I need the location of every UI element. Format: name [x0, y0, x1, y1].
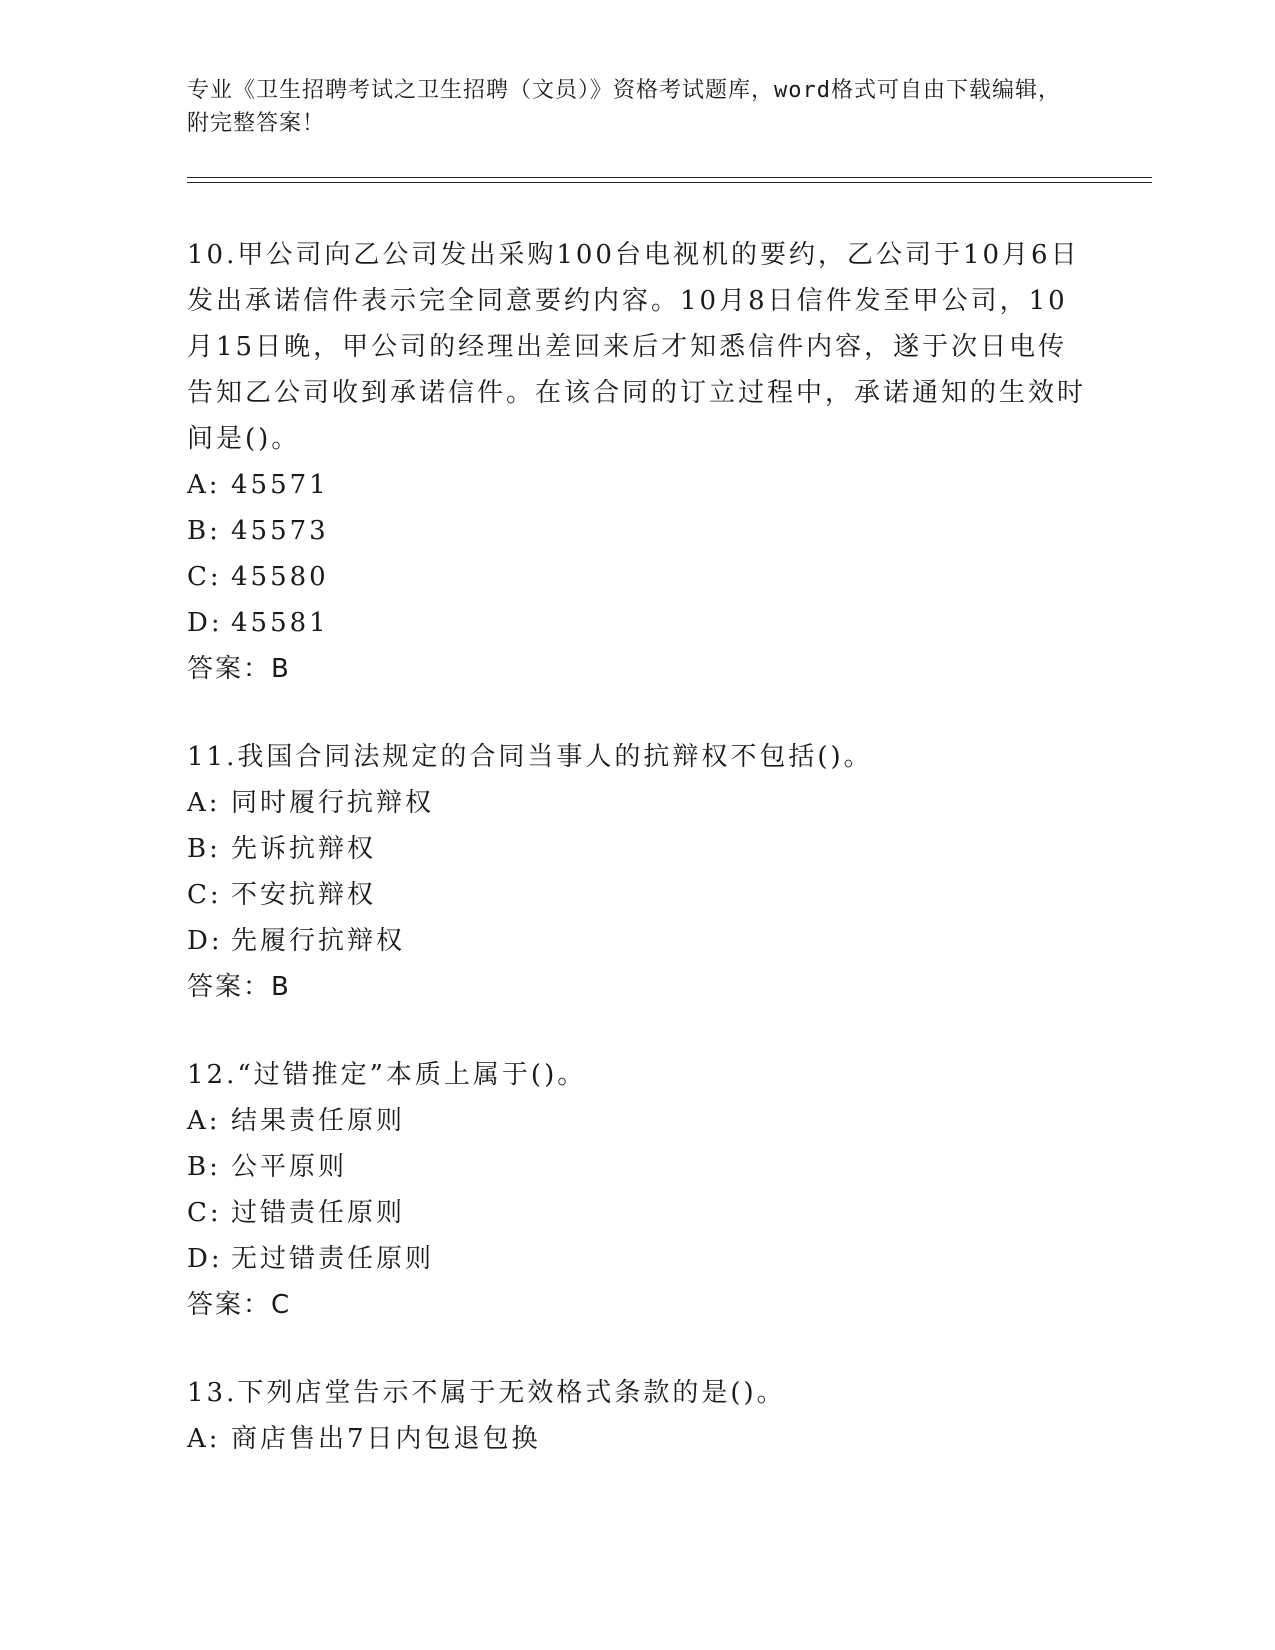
question-stem: 13.下列店堂告示不属于无效格式条款的是()。	[187, 1378, 786, 1408]
question-stem: 10.甲公司向乙公司发出采购100台电视机的要约，乙公司于10月6日发出承诺信件表示完全同意要约内容。10月8日信件发至甲公司，10月15日晚，甲公司的经理出差回来后才知悉信件内容，遂于次日电传告知乙公司收到承诺信件。在该合同的订立过程中，承诺通知的生效时间是()。	[187, 240, 1087, 454]
question-stem: 11.我国合同法规定的合同当事人的抗辩权不包括()。	[187, 742, 873, 772]
option-text: 不安抗辩权	[231, 880, 377, 910]
option-letter: D:	[187, 608, 223, 638]
option-letter: A:	[187, 788, 221, 818]
answer-key: 答案：B	[187, 972, 291, 1002]
answer-option	[187, 554, 1087, 600]
option-text: 45580	[231, 562, 329, 592]
answer-option	[187, 1144, 1087, 1190]
answer-option	[187, 600, 1087, 646]
document-header: 专业《卫生招聘考试之卫生招聘（文员）》资格考试题库，word格式可自由下载编辑，附完整答案！	[187, 78, 1061, 136]
answer-option	[187, 1190, 1087, 1236]
answer-option	[187, 508, 1087, 554]
answer-option	[187, 826, 1087, 872]
option-letter: C:	[187, 1198, 222, 1228]
option-text: 先履行抗辩权	[231, 926, 406, 956]
option-text: 商店售出7日内包退包换	[231, 1424, 541, 1454]
option-letter: D:	[187, 1244, 223, 1274]
option-text: 结果责任原则	[231, 1106, 406, 1136]
option-letter: A:	[187, 470, 221, 500]
question-block	[187, 1370, 1087, 1462]
option-text: 同时履行抗辩权	[231, 788, 435, 818]
option-text: 45573	[231, 516, 329, 546]
header-divider-top	[187, 177, 1152, 178]
option-letter: C:	[187, 562, 222, 592]
question-block	[187, 232, 1087, 692]
option-text: 45571	[231, 470, 329, 500]
answer-option	[187, 1416, 1087, 1462]
option-text: 公平原则	[231, 1152, 348, 1182]
question-stem: 12.“过错推定”本质上属于()。	[187, 1060, 587, 1090]
answer-option	[187, 872, 1087, 918]
answer-option	[187, 462, 1087, 508]
answer-key: 答案：B	[187, 654, 291, 684]
option-letter: B:	[187, 1152, 221, 1182]
option-text: 先诉抗辩权	[231, 834, 377, 864]
option-text: 45581	[231, 608, 329, 638]
option-letter: D:	[187, 926, 223, 956]
option-letter: C:	[187, 880, 222, 910]
option-letter: A:	[187, 1424, 221, 1454]
answer-option	[187, 1236, 1087, 1282]
question-block	[187, 1052, 1087, 1328]
answer-option	[187, 1098, 1087, 1144]
option-letter: B:	[187, 516, 221, 546]
answer-option	[187, 918, 1087, 964]
answer-key: 答案：C	[187, 1290, 292, 1320]
option-letter: A:	[187, 1106, 221, 1136]
header-divider-bottom	[187, 182, 1152, 183]
answer-option	[187, 780, 1087, 826]
question-list	[187, 232, 1087, 1462]
option-letter: B:	[187, 834, 221, 864]
option-text: 过错责任原则	[231, 1198, 406, 1228]
question-block	[187, 734, 1087, 1010]
option-text: 无过错责任原则	[231, 1244, 435, 1274]
